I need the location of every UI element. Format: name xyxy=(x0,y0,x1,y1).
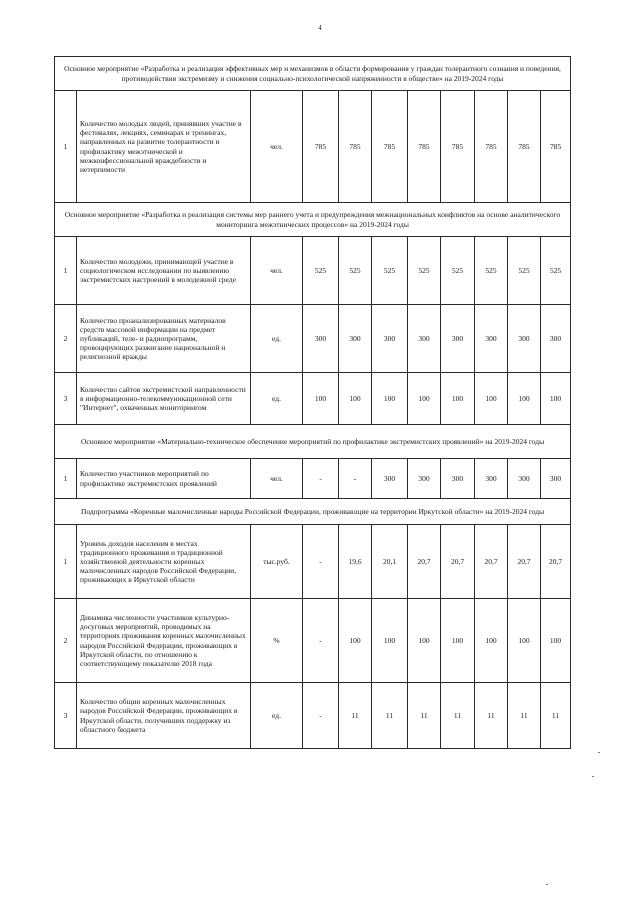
value-cell: 11 xyxy=(541,683,571,749)
scan-speck xyxy=(592,776,594,777)
section-row xyxy=(55,203,571,237)
indicator-name: Количество общин коренных малочисленных народов Российской Федерации, проживающих в Иркутской области, получивших поддержку из областного бюджета xyxy=(77,683,251,749)
value-cell: 20,7 xyxy=(475,525,508,599)
value-cell: 300 xyxy=(339,305,372,373)
unit-cell: ед. xyxy=(251,373,303,425)
value-cell: 785 xyxy=(441,91,475,203)
unit-cell: ед. xyxy=(251,305,303,373)
value-cell: 11 xyxy=(508,683,541,749)
value-cell: 19,6 xyxy=(339,525,372,599)
value-cell: 300 xyxy=(408,305,441,373)
value-cell: 785 xyxy=(541,91,571,203)
value-cell: 100 xyxy=(339,373,372,425)
section-row xyxy=(55,425,571,459)
value-cell: 11 xyxy=(408,683,441,749)
value-cell: 100 xyxy=(303,373,339,425)
value-cell: 20,7 xyxy=(408,525,441,599)
row-number: 1 xyxy=(55,237,77,305)
value-cell: 300 xyxy=(475,305,508,373)
row-number: 1 xyxy=(55,525,77,599)
unit-cell: чел. xyxy=(251,237,303,305)
table-row xyxy=(55,237,571,305)
value-cell: 525 xyxy=(372,237,408,305)
page-number: 4 xyxy=(318,24,322,32)
value-cell: 300 xyxy=(441,459,475,499)
indicator-name: Количество участников мероприятий по профилактике экстремистских проявлений xyxy=(77,459,251,499)
table-row xyxy=(55,683,571,749)
value-cell: 100 xyxy=(541,599,571,683)
value-cell: 11 xyxy=(372,683,408,749)
value-cell: - xyxy=(339,459,372,499)
value-cell: 785 xyxy=(408,91,441,203)
value-cell: 100 xyxy=(372,599,408,683)
unit-cell: тыс.руб. xyxy=(251,525,303,599)
section-title: Подпрограмма «Коренные малочисленные народы Российской Федерации, проживающие на территории Иркутской области» на 2019-2024 годы xyxy=(55,499,571,525)
value-cell: 100 xyxy=(441,599,475,683)
value-cell: 300 xyxy=(441,305,475,373)
section-row xyxy=(55,57,571,91)
unit-cell: ед. xyxy=(251,683,303,749)
value-cell: 785 xyxy=(372,91,408,203)
value-cell: 100 xyxy=(372,373,408,425)
row-number: 2 xyxy=(55,599,77,683)
value-cell: 20,1 xyxy=(372,525,408,599)
value-cell: - xyxy=(303,683,339,749)
value-cell: 785 xyxy=(339,91,372,203)
value-cell: 785 xyxy=(475,91,508,203)
value-cell: 100 xyxy=(475,373,508,425)
value-cell: 100 xyxy=(508,599,541,683)
value-cell: 525 xyxy=(303,237,339,305)
indicator-name: Количество молодых людей, принявших участие в фестивалях, лекциях, семинарах и тренингах, направленных на развитие толерантности и профилактику межэтнической и межконфессиональной враждебности и нетерпимости xyxy=(77,91,251,203)
row-number: 3 xyxy=(55,683,77,749)
value-cell: 100 xyxy=(508,373,541,425)
value-cell: 300 xyxy=(303,305,339,373)
section-row xyxy=(55,499,571,525)
value-cell: 300 xyxy=(372,305,408,373)
value-cell: 11 xyxy=(339,683,372,749)
indicator-name: Динамика численности участников культурно-досуговых мероприятий, проводимых на территориях проживания коренных малочисленных народов Российской Федерации, проживающих в Иркутской области, по отношению к соответствующему показателю 2018 года xyxy=(77,599,251,683)
value-cell: 300 xyxy=(372,459,408,499)
value-cell: 300 xyxy=(541,305,571,373)
unit-cell: чел. xyxy=(251,459,303,499)
value-cell: - xyxy=(303,599,339,683)
unit-cell: % xyxy=(251,599,303,683)
value-cell: 20,7 xyxy=(508,525,541,599)
value-cell: 20,7 xyxy=(441,525,475,599)
section-title: Основное мероприятие «Разработка и реализация системы мер раннего учета и предупреждения межнациональных конфликтов на основе аналитического мониторинга межэтнических процессов» на 2019-2024 годы xyxy=(55,203,571,237)
value-cell: 300 xyxy=(508,305,541,373)
indicator-name: Количество проанализированных материалов средств массовой информации на предмет публикаций, теле- и радиопрограмм, провоцирующих разжигание национальной и религиозной вражды xyxy=(77,305,251,373)
value-cell: 100 xyxy=(441,373,475,425)
indicator-name: Уровень доходов населения в местах традиционного проживания и традиционной хозяйственной деятельности коренных малочисленных народов Российской Федерации, проживающих в Иркутской области xyxy=(77,525,251,599)
value-cell: 525 xyxy=(408,237,441,305)
value-cell: 525 xyxy=(508,237,541,305)
scan-speck xyxy=(598,752,600,753)
value-cell: 785 xyxy=(508,91,541,203)
row-number: 1 xyxy=(55,91,77,203)
row-number: 3 xyxy=(55,373,77,425)
value-cell: 300 xyxy=(541,459,571,499)
value-cell: 100 xyxy=(408,373,441,425)
table-row xyxy=(55,525,571,599)
value-cell: 100 xyxy=(541,373,571,425)
row-number: 1 xyxy=(55,459,77,499)
value-cell: 300 xyxy=(508,459,541,499)
value-cell: 300 xyxy=(475,459,508,499)
value-cell: - xyxy=(303,459,339,499)
indicators-table xyxy=(54,56,571,749)
table-row xyxy=(55,373,571,425)
value-cell: 100 xyxy=(475,599,508,683)
indicator-name: Количество молодежи, принимающей участие в социологическом исследовании по выявлению экстремистских настроений в молодежной среде xyxy=(77,237,251,305)
table-row xyxy=(55,305,571,373)
value-cell: - xyxy=(303,525,339,599)
value-cell: 525 xyxy=(541,237,571,305)
value-cell: 20,7 xyxy=(541,525,571,599)
indicator-name: Количество сайтов экстремистской направленности в информационно-телекоммуникационной сети "Интернет", охваченных мониторингом xyxy=(77,373,251,425)
table-row xyxy=(55,459,571,499)
scan-speck xyxy=(546,884,548,885)
row-number: 2 xyxy=(55,305,77,373)
section-title: Основное мероприятие «Разработка и реализация эффективных мер и механизмов в области формирования у граждан толерантного сознания и поведения, противодействия экстремизму и снижения социально-психологической напряженности в обществе» на 2019-2024 годы xyxy=(55,57,571,91)
value-cell: 785 xyxy=(303,91,339,203)
value-cell: 100 xyxy=(339,599,372,683)
value-cell: 525 xyxy=(475,237,508,305)
value-cell: 11 xyxy=(475,683,508,749)
value-cell: 11 xyxy=(441,683,475,749)
value-cell: 300 xyxy=(408,459,441,499)
table-row xyxy=(55,599,571,683)
value-cell: 525 xyxy=(441,237,475,305)
value-cell: 525 xyxy=(339,237,372,305)
unit-cell: чел. xyxy=(251,91,303,203)
table-row xyxy=(55,91,571,203)
value-cell: 100 xyxy=(408,599,441,683)
section-title: Основное мероприятие «Материально-техническое обеспечение мероприятий по профилактике экстремистских проявлений» на 2019-2024 годы xyxy=(55,425,571,459)
